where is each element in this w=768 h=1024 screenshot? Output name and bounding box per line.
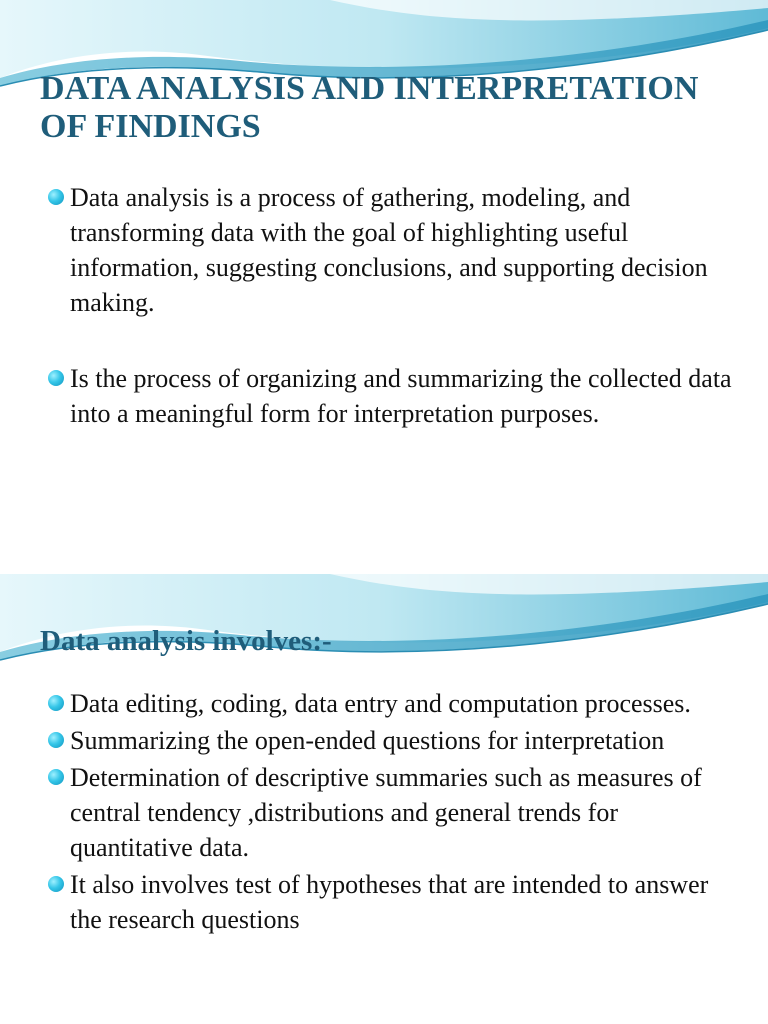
- round-bullet-icon: [48, 876, 64, 892]
- bullet-text: Summarizing the open-ended questions for interpretation: [70, 726, 665, 755]
- bullet-list: [52, 180, 742, 472]
- bullet-text: It also involves test of hypotheses that are intended to answer the research questions: [70, 870, 709, 934]
- list-item: [52, 686, 742, 721]
- round-bullet-icon: [48, 769, 64, 785]
- bullet-text: Data analysis is a process of gathering, modeling, and transforming data with the goal of highlighting useful information, suggesting conclusions, and supporting decision making.: [70, 183, 708, 317]
- list-item: [52, 723, 742, 758]
- round-bullet-icon: [48, 732, 64, 748]
- bullet-text: Data editing, coding, data entry and computation processes.: [70, 689, 691, 718]
- list-item: [52, 867, 742, 937]
- bullet-text: Determination of descriptive summaries such as measures of central tendency ,distributions and general trends for quantitative data.: [70, 763, 702, 862]
- bullet-list: [52, 686, 742, 939]
- round-bullet-icon: [48, 189, 64, 205]
- bullet-text: Is the process of organizing and summarizing the collected data into a meaningful form for interpretation purposes.: [70, 364, 732, 428]
- list-item: [52, 180, 742, 320]
- round-bullet-icon: [48, 695, 64, 711]
- slide-title: DATA ANALYSIS AND INTERPRETATION OF FINDINGS: [40, 70, 699, 145]
- slide-title: Data analysis involves:-: [40, 625, 332, 657]
- slide-2: [0, 574, 768, 1024]
- list-item: [52, 760, 742, 865]
- list-item: [52, 361, 742, 431]
- round-bullet-icon: [48, 370, 64, 386]
